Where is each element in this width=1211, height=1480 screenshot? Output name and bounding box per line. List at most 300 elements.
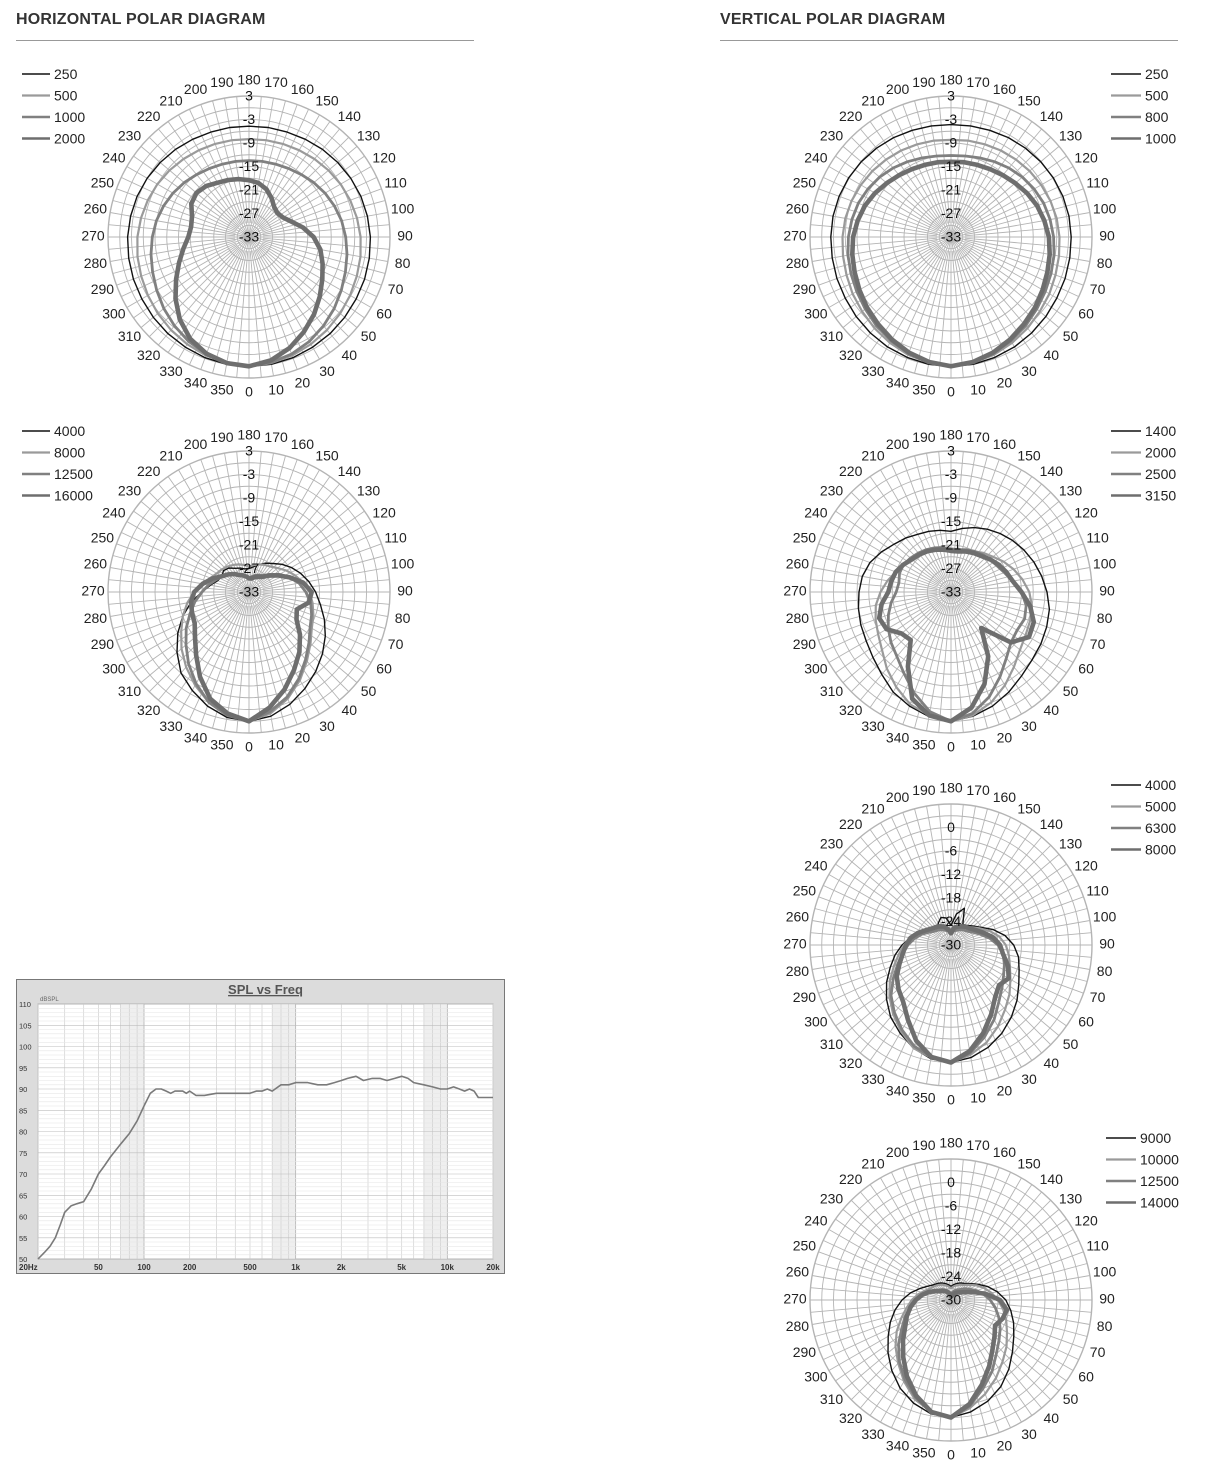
spl-grid	[38, 1004, 493, 1259]
polar-radial-label: -18	[940, 1244, 962, 1261]
polar-angle-label: 190	[912, 1137, 936, 1154]
legend-label: 8000	[54, 444, 86, 461]
legend-label: 12500	[1140, 1173, 1179, 1189]
polar-angle-label: 310	[819, 328, 844, 345]
polar-angle-label: 290	[792, 1344, 817, 1361]
polar-angle-label: 100	[1092, 908, 1117, 925]
polar-angle-label: 280	[785, 254, 810, 271]
polar-angle-label: 60	[1078, 305, 1094, 322]
polar-angle-label: 180	[237, 426, 261, 443]
polar-angle-label: 0	[947, 1446, 955, 1463]
polar-angle-label: 260	[83, 555, 108, 572]
polar-angle-label: 40	[1043, 702, 1060, 719]
polar-angle-label: 110	[384, 529, 407, 546]
polar-radial-label: 3	[245, 87, 253, 104]
polar-angle-label: 20	[996, 374, 1013, 391]
polar-angle-label: 300	[102, 660, 126, 677]
polar-angle-label: 250	[792, 174, 817, 191]
polar-angle-label: 70	[1089, 1344, 1106, 1361]
spl-y-tick: 100	[19, 1042, 32, 1052]
polar-angle-label: 200	[885, 81, 910, 98]
polar-angle-label: 140	[1039, 1171, 1063, 1188]
polar-angle-label: 70	[1089, 636, 1106, 653]
polar-angle-label: 220	[137, 108, 161, 125]
polar-angle-label: 310	[819, 683, 844, 700]
polar-angle-label: 290	[792, 989, 817, 1006]
polar-angle-label: 0	[947, 383, 955, 400]
polar-angle-label: 290	[90, 281, 115, 298]
spl-x-tick: 5k	[397, 1263, 407, 1272]
polar-angle-label: 140	[1039, 463, 1063, 480]
polar-angle-label: 330	[861, 1070, 885, 1087]
polar-angle-label: 90	[1099, 935, 1115, 952]
polar-angle-label: 30	[1021, 717, 1037, 734]
polar-angle-label: 300	[804, 1368, 828, 1385]
polar-angle-label: 130	[1058, 1190, 1083, 1207]
spl-y-tick: 50	[19, 1255, 28, 1264]
polar-grid-spoke	[963, 1308, 1067, 1381]
polar-angle-label: 290	[90, 636, 115, 653]
polar-angle-label: 300	[804, 1013, 828, 1030]
polar-angle-label: 20	[294, 374, 311, 391]
polar-angle-label: 110	[1086, 529, 1109, 546]
polar-angle-label: 200	[885, 1144, 910, 1161]
legend-label: 6300	[1145, 820, 1177, 836]
polar-angle-label: 50	[360, 683, 377, 700]
polar-angle-label: 190	[912, 429, 936, 446]
legend-label: 250	[54, 66, 78, 82]
polar-angle-label: 160	[992, 1144, 1017, 1161]
spl-x-tick: 20k	[486, 1263, 500, 1272]
polar-angle-label: 290	[792, 281, 817, 298]
polar-angle-label: 190	[912, 782, 936, 799]
polar-angle-label: 280	[785, 962, 810, 979]
polar-angle-label: 130	[356, 482, 381, 499]
polar-angle-label: 210	[861, 1155, 885, 1172]
polar-angle-label: 160	[992, 789, 1017, 806]
polar-angle-label: 40	[341, 702, 358, 719]
polar-angle-label: 350	[912, 736, 936, 753]
polar-angle-label: 40	[1043, 1055, 1060, 1072]
polar-radial-label: -6	[944, 1197, 958, 1214]
polar-angle-label: 240	[102, 504, 126, 521]
polar-angle-label: 0	[245, 738, 253, 755]
polar-angle-label: 170	[966, 782, 990, 799]
polar-angle-label: 90	[1099, 227, 1115, 244]
polar-angle-label: 270	[81, 582, 105, 599]
legend-label: 9000	[1140, 1130, 1172, 1146]
polar-radial-label: -15	[940, 158, 962, 175]
spl-x-tick: 10k	[440, 1263, 454, 1272]
polar-angle-label: 260	[785, 200, 810, 217]
polar-angle-label: 90	[1099, 1290, 1115, 1307]
polar-radial-label: -6	[944, 842, 958, 859]
polar-angle-label: 260	[785, 908, 810, 925]
polar-angle-label: 110	[1086, 1237, 1109, 1254]
polar-angle-label: 300	[804, 660, 828, 677]
polar-angle-label: 120	[372, 149, 396, 166]
polar-radial-label: -9	[944, 489, 958, 506]
polar-angle-label: 10	[970, 381, 986, 398]
legend-label: 4000	[54, 423, 86, 439]
legend-item	[1106, 1130, 1171, 1146]
polar-angle-label: 270	[81, 227, 105, 244]
polar-angle-label: 300	[102, 305, 126, 322]
polar-angle-label: 270	[783, 227, 807, 244]
polar-angle-label: 210	[861, 800, 885, 817]
polar-angle-label: 320	[839, 1410, 863, 1427]
polar-angle-label: 310	[117, 328, 142, 345]
polar-angle-label: 330	[861, 1425, 885, 1442]
spl-vs-freq-chart	[16, 979, 505, 1274]
polar-angle-label: 10	[970, 1089, 986, 1106]
legend-item	[1106, 1152, 1179, 1168]
polar-grid-spoke	[870, 1185, 943, 1289]
polar-radial-label: -27	[238, 205, 260, 222]
polar-angle-label: 350	[210, 736, 234, 753]
polar-angle-label: 340	[183, 729, 208, 746]
polar-angle-label: 260	[83, 200, 108, 217]
legend-label: 12500	[54, 466, 93, 482]
polar-angle-label: 160	[992, 81, 1017, 98]
spl-y-tick: 75	[19, 1148, 28, 1158]
polar-angle-label: 120	[1074, 857, 1098, 874]
polar-angle-label: 80	[394, 609, 411, 626]
polar-angle-label: 330	[159, 362, 183, 379]
polar-radial-label: 0	[947, 819, 955, 836]
polar-radial-label: -15	[238, 513, 260, 530]
polar-angle-label: 60	[1078, 1368, 1094, 1385]
polar-angle-label: 320	[839, 702, 863, 719]
polar-angle-label: 230	[117, 482, 142, 499]
polar-angle-label: 20	[294, 729, 311, 746]
polar-radial-label: -15	[940, 513, 962, 530]
polar-grid-spoke	[939, 1314, 950, 1441]
spl-x-tick: 500	[243, 1263, 257, 1272]
polar-angle-label: 20	[996, 1437, 1013, 1454]
legend-label: 14000	[1140, 1194, 1179, 1211]
polar-angle-label: 190	[210, 429, 234, 446]
polar-radial-label: -27	[940, 560, 962, 577]
polar-angle-label: 90	[397, 582, 413, 599]
polar-radial-label: 3	[947, 87, 955, 104]
polar-angle-label: 30	[319, 362, 335, 379]
polar-angle-label: 200	[885, 789, 910, 806]
polar-angle-label: 110	[384, 174, 407, 191]
polar-angle-label: 320	[137, 347, 161, 364]
polar-angle-label: 230	[819, 835, 844, 852]
polar-angle-label: 160	[992, 436, 1017, 453]
polar-angle-label: 30	[1021, 1070, 1037, 1087]
polar-angle-label: 350	[210, 381, 234, 398]
polar-radial-label: -9	[944, 134, 958, 151]
polar-angle-label: 10	[970, 1444, 986, 1461]
polar-angle-label: 230	[819, 1190, 844, 1207]
polar-angle-label: 310	[117, 683, 142, 700]
polar-angle-label: 340	[885, 374, 910, 391]
polar-grid-spoke	[959, 1185, 1032, 1289]
legend-item	[1106, 1173, 1179, 1189]
legend-label: 5000	[1145, 798, 1177, 815]
polar-angle-label: 80	[394, 254, 411, 271]
legend-item	[1106, 1195, 1179, 1211]
polar-angle-label: 340	[885, 1082, 910, 1099]
polar-angle-label: 340	[885, 1437, 910, 1454]
polar-angle-label: 50	[360, 328, 377, 345]
polar-radial-label: -33	[238, 583, 260, 600]
spl-y-tick: 80	[19, 1127, 28, 1137]
polar-angle-label: 260	[785, 1263, 810, 1280]
legend-label: 16000	[54, 487, 93, 504]
polar-angle-label: 170	[966, 429, 990, 446]
polar-angle-label: 60	[376, 660, 392, 677]
polar-angle-label: 130	[1058, 835, 1083, 852]
polar-angle-label: 110	[1086, 882, 1109, 899]
polar-radial-label: -24	[940, 1268, 962, 1285]
legend-label: 4000	[1145, 777, 1177, 793]
polar-angle-label: 200	[183, 436, 208, 453]
polar-angle-label: 100	[390, 555, 415, 572]
polar-radial-label: -21	[940, 536, 962, 553]
polar-angle-label: 160	[290, 436, 315, 453]
polar-angle-label: 120	[1074, 504, 1098, 521]
polar-angle-label: 180	[939, 71, 963, 88]
polar-angle-label: 30	[319, 717, 335, 734]
polar-radial-label: -30	[940, 936, 962, 953]
spl-x-tick: 200	[183, 1263, 197, 1272]
polar-angle-label: 80	[1096, 254, 1113, 271]
polar-angle-label: 40	[1043, 347, 1060, 364]
polar-angle-label: 250	[90, 174, 115, 191]
spl-x-tick: 1k	[291, 1263, 301, 1272]
polar-radial-label: 3	[245, 442, 253, 459]
polar-angle-label: 280	[83, 254, 108, 271]
polar-radial-label: 3	[947, 442, 955, 459]
polar-angle-label: 290	[792, 636, 817, 653]
polar-radial-label: -15	[238, 158, 260, 175]
polar-angle-label: 350	[912, 381, 936, 398]
polar-angle-label: 220	[839, 1171, 863, 1188]
polar-angle-label: 50	[1062, 1036, 1079, 1053]
polar-radial-label: -9	[242, 489, 256, 506]
polar-angle-label: 250	[90, 529, 115, 546]
polar-angle-label: 310	[819, 1036, 844, 1053]
polar-angle-label: 140	[1039, 816, 1063, 833]
polar-radial-label: -3	[242, 466, 256, 483]
polar-angle-label: 230	[819, 482, 844, 499]
polar-angle-label: 60	[1078, 1013, 1094, 1030]
polar-angle-label: 170	[966, 74, 990, 91]
polar-angle-label: 130	[1058, 127, 1083, 144]
polar-angle-label: 40	[1043, 1410, 1060, 1427]
polar-angle-label: 150	[1017, 1155, 1041, 1172]
legend-label: 2000	[1145, 444, 1177, 461]
spl-y-tick: 90	[19, 1085, 28, 1094]
spl-x-tick: 50	[93, 1263, 103, 1272]
polar-radial-label: -3	[944, 111, 958, 128]
polar-angle-label: 330	[159, 717, 183, 734]
polar-radial-label: -3	[944, 466, 958, 483]
legend-label: 1400	[1145, 423, 1177, 439]
legend-label: 10000	[1140, 1151, 1179, 1168]
polar-angle-label: 100	[390, 200, 415, 217]
polar-angle-label: 210	[861, 92, 885, 109]
polar-angle-label: 240	[804, 1212, 828, 1229]
polar-angle-label: 60	[376, 305, 392, 322]
polar-angle-label: 230	[117, 127, 142, 144]
polar-angle-label: 190	[210, 74, 234, 91]
polar-angle-label: 310	[819, 1391, 844, 1408]
polar-angle-label: 320	[839, 347, 863, 364]
polar-angle-label: 240	[804, 857, 828, 874]
polar-angle-label: 0	[947, 1091, 955, 1108]
polar-radial-label: -33	[940, 228, 962, 245]
polar-angle-label: 50	[1062, 1391, 1079, 1408]
polar-angle-label: 70	[1089, 281, 1106, 298]
polar-angle-label: 110	[1086, 174, 1109, 191]
polar-angle-label: 240	[804, 504, 828, 521]
polar-angle-label: 220	[839, 463, 863, 480]
polar-angle-label: 50	[1062, 683, 1079, 700]
polar-angle-label: 100	[1092, 200, 1117, 217]
polar-angle-label: 20	[996, 729, 1013, 746]
polar-angle-label: 270	[783, 582, 807, 599]
polar-radial-label: -3	[242, 111, 256, 128]
polar-angle-label: 340	[885, 729, 910, 746]
legend-label: 250	[1145, 66, 1169, 82]
polar-angle-label: 70	[1089, 989, 1106, 1006]
polar-grid-spoke	[836, 1219, 940, 1292]
polar-angle-label: 260	[785, 555, 810, 572]
spl-y-tick: 110	[19, 1000, 31, 1009]
polar-angle-label: 150	[1017, 800, 1041, 817]
polar-angle-label: 280	[83, 609, 108, 626]
polar-angle-label: 350	[912, 1089, 936, 1106]
spl-y-tick: 85	[19, 1106, 28, 1116]
polar-angle-label: 40	[341, 347, 358, 364]
polar-angle-label: 180	[237, 71, 261, 88]
spl-y-tick: 60	[19, 1212, 28, 1222]
polar-angle-label: 170	[264, 429, 288, 446]
polar-angle-label: 280	[785, 609, 810, 626]
horizontal-section-title: HORIZONTAL POLAR DIAGRAM	[16, 11, 266, 28]
polar-angle-label: 140	[337, 108, 361, 125]
spl-x-tick: 2k	[336, 1263, 346, 1272]
polar-angle-label: 240	[102, 149, 126, 166]
polar-angle-label: 320	[137, 702, 161, 719]
polar-angle-label: 220	[839, 816, 863, 833]
polar-angle-label: 220	[839, 108, 863, 125]
polar-angle-label: 330	[861, 362, 885, 379]
polar-angle-label: 220	[137, 463, 161, 480]
polar-angle-label: 160	[290, 81, 315, 98]
polar-angle-label: 130	[356, 127, 381, 144]
legend-label: 8000	[1145, 841, 1177, 858]
spl-y-tick: 65	[19, 1191, 28, 1201]
polar-angle-label: 100	[1092, 1263, 1117, 1280]
spl-y-tick: 55	[19, 1233, 28, 1243]
polar-grid-spoke	[811, 1301, 938, 1312]
polar-angle-label: 180	[939, 426, 963, 443]
legend-label: 2500	[1145, 466, 1177, 482]
polar-angle-label: 150	[315, 92, 339, 109]
polar-radial-label: -27	[238, 560, 260, 577]
polar-radial-label: -21	[238, 181, 260, 198]
polar-angle-label: 0	[947, 738, 955, 755]
polar-angle-label: 170	[264, 74, 288, 91]
spl-y-tick: 105	[19, 1021, 32, 1031]
polar-angle-label: 20	[996, 1082, 1013, 1099]
polar-radial-label: -24	[940, 913, 962, 930]
polar-radial-label: -12	[940, 866, 962, 883]
polar-angle-label: 30	[1021, 362, 1037, 379]
legend-label: 1000	[1145, 130, 1177, 147]
polar-angle-label: 50	[1062, 328, 1079, 345]
polar-radial-label: -30	[940, 1291, 962, 1308]
polar-radial-label: -33	[940, 583, 962, 600]
vertical-section-title: VERTICAL POLAR DIAGRAM	[720, 11, 946, 28]
legend-label: 500	[1145, 87, 1169, 104]
polar-angle-label: 280	[785, 1317, 810, 1334]
polar-radial-label: -21	[940, 181, 962, 198]
polar-angle-label: 180	[939, 779, 963, 796]
polar-angle-label: 200	[885, 436, 910, 453]
polar-angle-label: 270	[783, 935, 807, 952]
polar-angle-label: 250	[792, 1237, 817, 1254]
legend-label: 2000	[54, 130, 86, 147]
polar-angle-label: 180	[939, 1134, 963, 1151]
legend-label: 1000	[54, 109, 86, 125]
polar-angle-label: 210	[861, 447, 885, 464]
polar-angle-label: 120	[1074, 149, 1098, 166]
polar-radial-label: -9	[242, 134, 256, 151]
legend-label: 500	[54, 87, 78, 104]
polar-angle-label: 70	[387, 636, 404, 653]
spl-x-tick: 100	[137, 1263, 151, 1272]
polar-radial-label: -18	[940, 889, 962, 906]
polar-grid-spoke	[952, 1314, 963, 1441]
polar-angle-label: 150	[315, 447, 339, 464]
polar-angle-label: 300	[804, 305, 828, 322]
polar-angle-label: 130	[1058, 482, 1083, 499]
polar-angle-label: 150	[1017, 447, 1041, 464]
polar-angle-label: 30	[1021, 1425, 1037, 1442]
spl-x-tick: 20Hz	[19, 1263, 38, 1272]
legend-label: 3150	[1145, 487, 1177, 504]
spl-title: SPL vs Freq	[228, 982, 303, 997]
polar-angle-label: 90	[1099, 582, 1115, 599]
polar-angle-label: 210	[159, 447, 183, 464]
polar-angle-label: 190	[912, 74, 936, 91]
polar-angle-label: 150	[1017, 92, 1041, 109]
polar-angle-label: 80	[1096, 609, 1113, 626]
polar-angle-label: 240	[804, 149, 828, 166]
spl-y-tick: 70	[19, 1170, 28, 1179]
polar-angle-label: 10	[970, 736, 986, 753]
polar-angle-label: 120	[372, 504, 396, 521]
polar-angle-label: 170	[966, 1137, 990, 1154]
polar-angle-label: 70	[387, 281, 404, 298]
polar-angle-label: 60	[1078, 660, 1094, 677]
polar-angle-label: 100	[1092, 555, 1117, 572]
polar-angle-label: 330	[861, 717, 885, 734]
polar-angle-label: 250	[792, 882, 817, 899]
polar-angle-label: 340	[183, 374, 208, 391]
polar-radial-label: -27	[940, 205, 962, 222]
spl-y-tick: 95	[19, 1063, 28, 1073]
polar-angle-label: 120	[1074, 1212, 1098, 1229]
polar-angle-label: 320	[839, 1055, 863, 1072]
